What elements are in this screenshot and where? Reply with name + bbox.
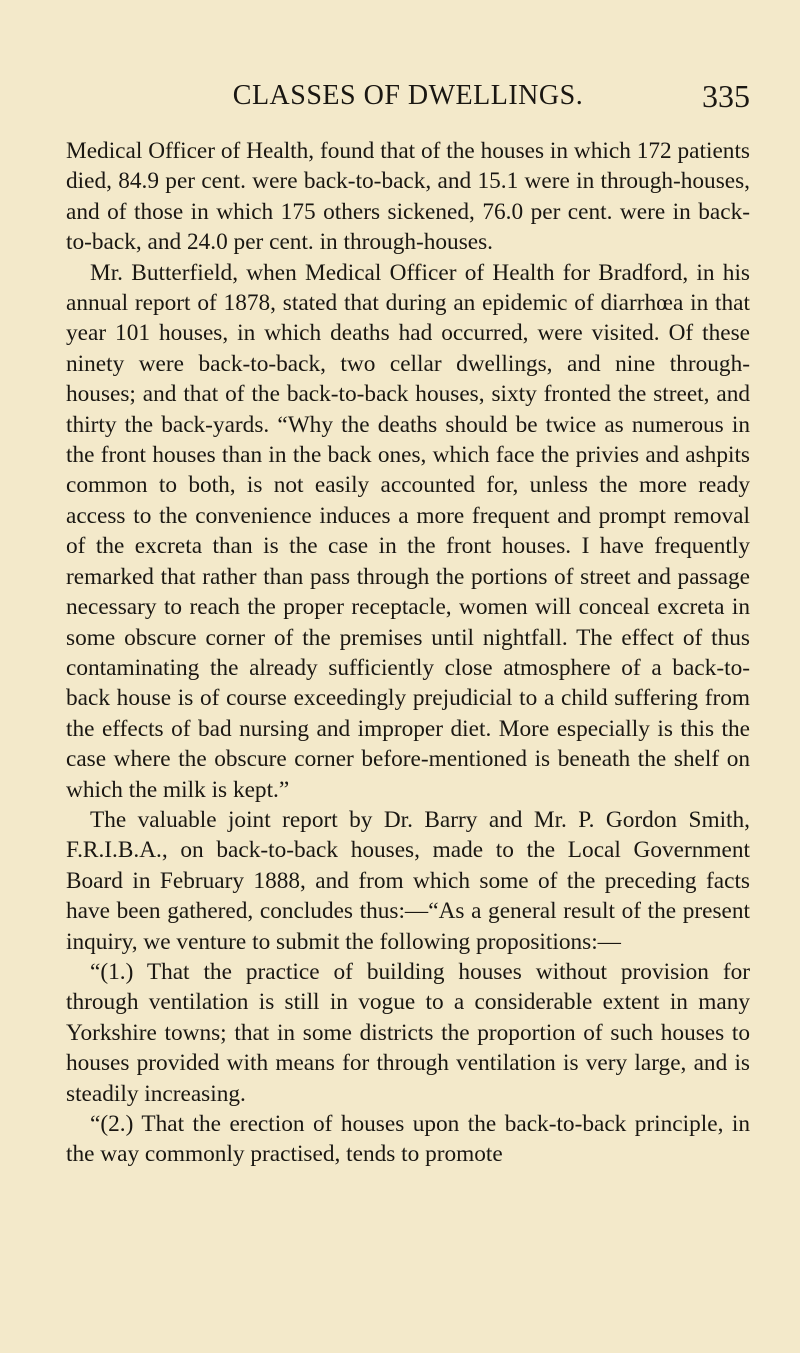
page-number: 335 bbox=[702, 78, 750, 114]
paragraph-continuation: Medical Officer of Health, found that of the houses in which 172 patients died, 84.9 per cent. were back-to-back, and 15.1 were in through-houses, and of those in which 175 others sickened, 76.0 per cent. were in back-to-back, and 24.0 per cent. in through-houses. bbox=[66, 138, 750, 256]
running-title: CLASSES OF DWELLINGS. bbox=[232, 80, 584, 111]
paragraph-proposition-2: “(2.) That the erection of houses upon the back-to-back principle, in the way commonly practised, tends to promote bbox=[66, 1111, 750, 1168]
running-header bbox=[66, 78, 750, 118]
paragraph-butterfield-report: Mr. Butterfield, when Medical Officer of Health for Bradford, in his annual report of 1878, stated that during an epidemic of diarrhœa in that year 101 houses, in which deaths had occurred, were visited. Of these ninety were back-to-back, two cellar dwellings, and nine through-houses; and that of the back-to-back houses, sixty fronted the street, and thirty the back-yards. “Why the deaths should be twice as numerous in the front houses than in the back ones, which face the privies and ashpits common to both, is not easily accounted for, unless the more ready access to the convenience induces a more frequent and prompt removal of the excreta than is the case in the front houses. I have frequently remarked that rather than pass through the portions of street and passage necessary to reach the proper receptacle, women will conceal excreta in some obscure corner of the premises until nightfall. The effect of thus contaminating the already sufficiently close atmosphere of a back-to-back house is of course exceedingly prejudicial to a child suffering from the effects of bad nursing and improper diet. More especially is this the case where the obscure corner before-mentioned is beneath the shelf on which the milk is kept.” bbox=[66, 259, 750, 803]
paragraph-proposition-1: “(1.) That the practice of building houses without provision for through ventilation is still in vogue to a considerable extent in many Yorkshire towns; that in some districts the proportion of such houses to houses provided with means for through ventilation is very large, and is steadily increasing. bbox=[66, 958, 750, 1107]
paragraph-joint-report: The valuable joint report by Dr. Barry and Mr. P. Gordon Smith, F.R.I.B.A., on back-to-back houses, made to the Local Government Board in February 1888, and from which some of the preceding facts have been gathered, concludes thus:—“As a general result of the present inquiry, we venture to submit the following propositions:— bbox=[66, 806, 750, 955]
body-text bbox=[66, 136, 750, 1170]
